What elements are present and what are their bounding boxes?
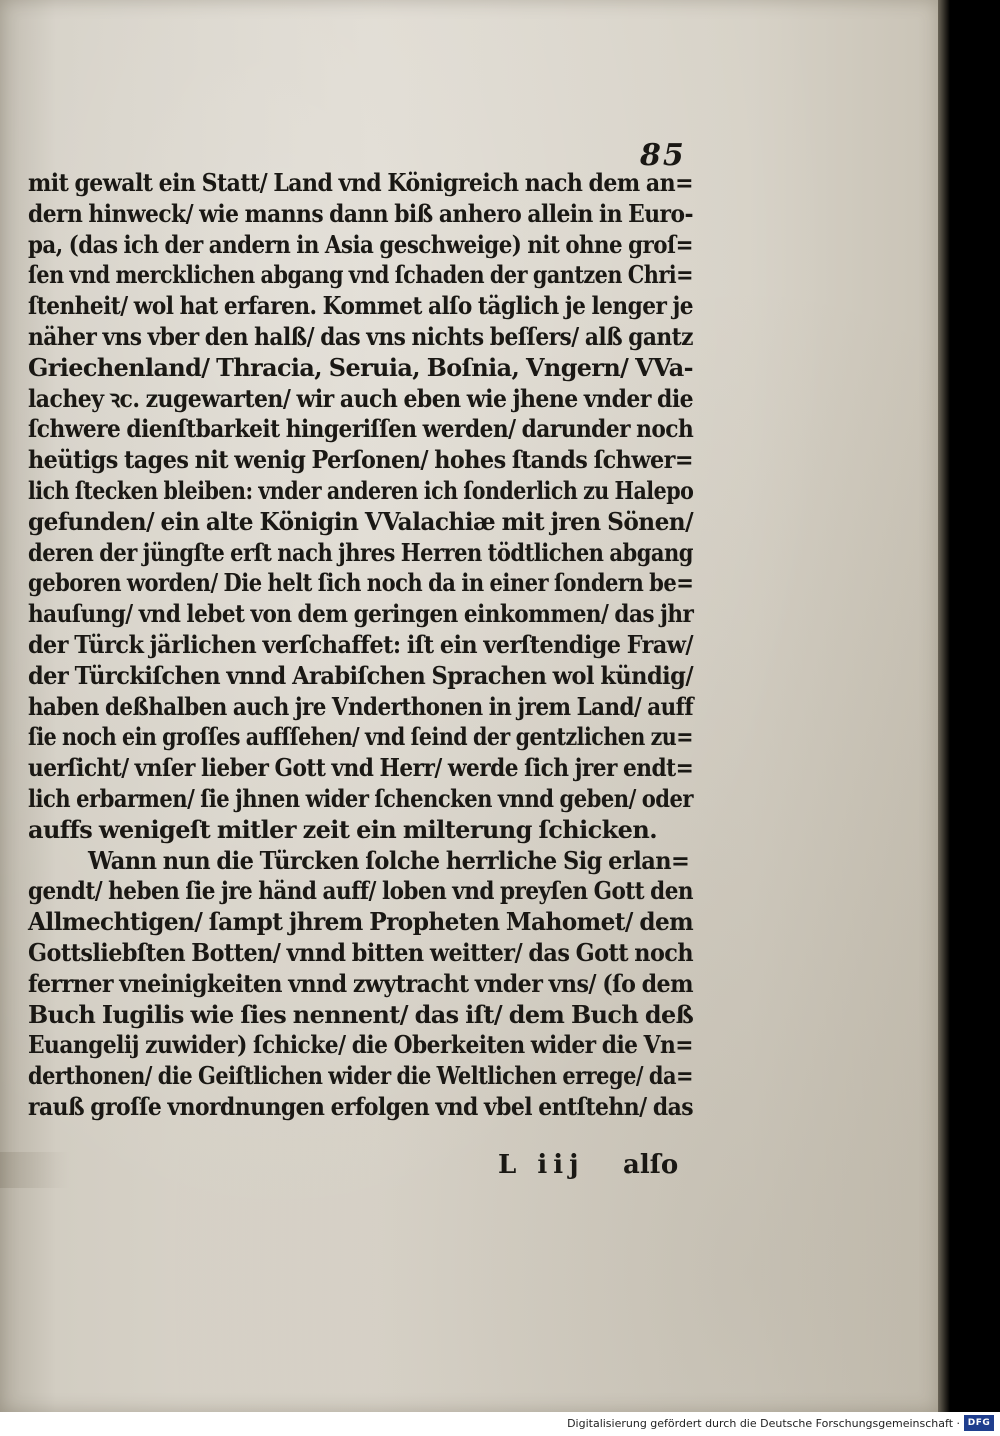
text-line: ſie noch ein groſſes aufſſehen/ vnd ſeind der gentzlichen zu=: [28, 722, 693, 752]
text-line: der Türckiſchen vnnd Arabiſchen Sprachen wol kündig/: [28, 660, 693, 690]
text-line: deren der jüngſte erſt nach jhres Herren tödtlichen abgang: [28, 537, 693, 567]
footer-credit: Digitalisierung gefördert durch die Deutsche Forschungsgemeinschaft ·: [567, 1417, 960, 1430]
page-edge-shadow: [938, 0, 950, 1412]
text-line: derthonen/ die Geiſtlichen wider die Weltlichen errege/ da=: [28, 1061, 693, 1091]
text-line: dern hinweck/ wie manns dann biß anhero allein in Euro-: [28, 198, 693, 228]
bleed-through-mark: [0, 1152, 70, 1188]
text-line: ſchwere dienſtbarkeit hingeriſſen werden/ darunder noch: [28, 414, 694, 444]
text-line: Buch Iugilis wie ſies nennent/ das iſt/ dem Buch deß: [28, 999, 694, 1029]
catchword: alſo: [623, 1150, 679, 1180]
text-line: pa, (das ich der andern in Asia geschweige) nit ohne groſ=: [28, 229, 693, 259]
text-line: lich ſtecken bleiben: vnder anderen ich ſonderlich zu Halepo: [28, 475, 694, 505]
text-line: näher vns vber den halß/ das vns nichts beſſers/ alß gantz: [28, 321, 693, 351]
text-line: auffs wenigeſt mitler zeit ein milterung ſchicken.: [28, 814, 657, 844]
text-line: hauſung/ vnd lebet von dem geringen einkommen/ das jhr: [28, 599, 694, 629]
text-line: Euangelij zuwider) ſchicke/ die Oberkeiten wider die Vn=: [28, 1030, 693, 1060]
text-line: ſtenheit/ wol hat erfaren. Kommet alſo täglich je lenger je: [28, 291, 693, 321]
text-line: lachey ꝛc. zugewarten/ wir auch eben wie jhene vnder die: [28, 383, 694, 413]
dfg-logo-icon: DFG: [964, 1415, 994, 1431]
text-line: uerſicht/ vnſer lieber Gott vnd Herr/ werde ſich jrer endt=: [28, 753, 694, 783]
text-line: Wann nun die Türcken ſolche herrliche Sig erlan=: [88, 845, 690, 875]
text-line: rauß groſſe vnordnungen erfolgen vnd vbel entſtehn/ das: [28, 1091, 693, 1121]
text-line: lich erbarmen/ ſie jhnen wider ſchencken vnnd geben/ oder: [28, 783, 693, 813]
text-line: mit gewalt ein Statt/ Land vnd Königreich nach dem an=: [28, 168, 693, 197]
text-line: ſen vnd mercklichen abgang vnd ſchaden der gantzen Chri=: [28, 260, 693, 290]
text-line: geboren worden/ Die helt ſich noch da in einer ſondern be=: [28, 568, 694, 598]
page-number: 85: [640, 138, 686, 173]
text-line: Gottsliebſten Botten/ vnnd bitten weitter/ das Gott noch: [28, 937, 693, 967]
text-line: Griechenland/ Thracia, Seruia, Boſnia, Vngern/ VVa-: [28, 352, 693, 382]
signature-mark: L iij: [498, 1150, 585, 1180]
text-block: [28, 168, 693, 1123]
text-line: haben deßhalben auch jre Vnderthonen in jrem Land/ auff: [28, 691, 694, 721]
text-line: ferrner vneinigkeiten vnnd zwytracht vnder vns/ (ſo dem: [28, 968, 693, 998]
text-line: der Türck järlichen verſchaffet: iſt ein verſtendige Fraw/: [28, 629, 693, 659]
text-line: heütigs tages nit wenig Perſonen/ hohes ſtands ſchwer=: [28, 445, 693, 475]
text-line: gefunden/ ein alte Königin VValachiæ mit jren Sönen/: [28, 506, 693, 536]
text-line: gendt/ heben ſie jre händ auff/ loben vnd preyſen Gott den: [28, 876, 693, 906]
text-line: Allmechtigen/ ſampt jhrem Propheten Mahomet/ dem: [28, 907, 694, 937]
